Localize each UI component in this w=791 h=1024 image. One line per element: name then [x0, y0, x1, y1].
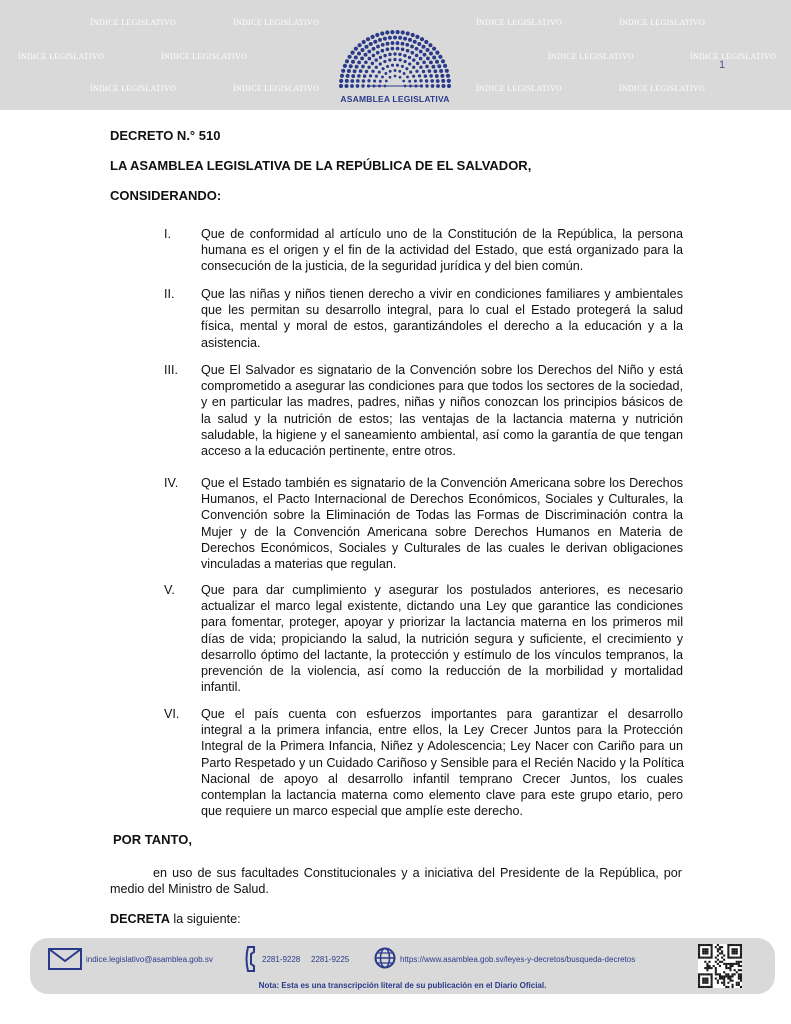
item-numeral: I.: [164, 227, 171, 241]
item-text-line: Que de conformidad al artículo uno de la Constitución de la República, la persona: [201, 227, 683, 241]
item-text-line: Que el Estado también es signatario de la Convención Americana sobre los Derechos: [201, 476, 683, 490]
item-text-line: Mujer y de la Convención Americana sobre Derechos Humanos en Materia de: [201, 524, 683, 539]
phone-number-2: 2281-9225: [311, 955, 350, 964]
item-numeral: V.: [164, 583, 175, 597]
logo-label: ASAMBLEA LEGISLATIVA: [340, 94, 450, 104]
item-text: [201, 362, 683, 459]
uso-line: en uso de sus facultades Constitucionales y a iniciativa del Presidente de la República, por: [153, 866, 682, 880]
item-text-line: Derechos Económicos, Sociales y Culturales de las cuales le derivan obligaciones: [201, 540, 683, 555]
item-numeral: IV.: [164, 476, 179, 490]
item-text-line: consecución de la justicia, de la seguridad jurídica y del bien común.: [201, 259, 584, 274]
page-number: 1: [719, 59, 726, 71]
mail-icon: [48, 948, 82, 970]
item-text-line: Integral de la Primera Infancia, Niñez y Adolescencia; Ley Nacer con Cariño para un: [201, 739, 683, 754]
item-numeral: VI.: [164, 707, 180, 721]
item-text-line: Que El Salvador es signatario de la Convención sobre los Derechos del Niño y está: [201, 363, 683, 377]
item-text-line: Nacional de apoyo al desarrollo infantil temprano Crecer Juntos, los cuales: [201, 771, 683, 786]
assembly-dome-icon: [330, 22, 460, 92]
watermark-text: ÍNDICE LEGISLATIVO: [690, 52, 777, 61]
watermark-text: ÍNDICE LEGISLATIVO: [619, 84, 706, 93]
uso-line: medio del Ministro de Salud.: [110, 882, 269, 897]
watermark-text: ÍNDICE LEGISLATIVO: [233, 84, 320, 93]
item-text-line: asistencia.: [201, 335, 261, 350]
item-text-line: Parto Respetado y un Cuidado Cariñoso y Sensible para el Recién Nacido y la Política: [201, 755, 685, 770]
item-text-line: Convención sobre la Eliminación de Todas las Formas de Discriminación contra la: [201, 508, 683, 523]
watermark-text: ÍNDICE LEGISLATIVO: [18, 52, 105, 61]
item-text-line: comprometido a asegurar las condiciones para que todos los sectores de la sociedad,: [201, 379, 683, 394]
item-text-line: infantil.: [201, 680, 241, 695]
email-link[interactable]: indice.legislativo@asamblea.gob.sv: [86, 955, 213, 964]
por-tanto-heading: POR TANTO,: [113, 832, 192, 847]
item-text-line: integral a la primera infancia, entre ellos, la Ley Crecer Juntos para la Protección: [201, 723, 683, 738]
watermark-text: ÍNDICE LEGISLATIVO: [548, 52, 635, 61]
item-text-line: la salud y la nutrición de estos; las ventajas de la lactancia materna y nutrición: [201, 411, 683, 426]
item-text-line: prevención de la violencia, así como la reducción de la morbilidad y mortalidad: [201, 664, 683, 679]
item-text-line: que requiere un marco especial que amplíe este derecho.: [201, 804, 524, 819]
watermark-text: ÍNDICE LEGISLATIVO: [233, 18, 320, 27]
considerando-heading: CONSIDERANDO:: [110, 188, 222, 204]
item-text-line: y en particular las madres, padres, niñas y niños conozcan los principios básicos de: [201, 395, 683, 410]
item-text: [201, 582, 683, 695]
item-text: [201, 706, 683, 819]
watermark-text: ÍNDICE LEGISLATIVO: [476, 84, 563, 93]
decreta-rest: la siguiente:: [169, 912, 241, 926]
item-text-line: Que para dar cumplimiento y asegurar los postulados anteriores, es necesario: [201, 583, 683, 597]
item-numeral: III.: [164, 363, 178, 377]
decree-search-link[interactable]: https://www.asamblea.gob.sv/leyes-y-decretos/busqueda-decretos: [400, 955, 636, 964]
item-text-line: días de vida; propiciando la salud, la nutrición segura y suficiente, el crecimiento y: [201, 631, 683, 646]
item-numeral: II.: [164, 287, 175, 301]
assembly-logo: [330, 22, 460, 107]
item-text-line: acceso a la educación pertinente, entre otros.: [201, 444, 456, 459]
globe-icon: [374, 947, 396, 969]
phone-number-1: 2281-9228: [262, 955, 301, 964]
decreta-line: [110, 911, 682, 927]
uso-paragraph: [110, 865, 682, 897]
header-band: [0, 0, 791, 110]
watermark-text: ÍNDICE LEGISLATIVO: [90, 18, 177, 27]
item-text-line: Humanos, el Pacto Internacional de Derechos Económicos, Sociales y Culturales, la: [201, 492, 683, 507]
item-text-line: Que el país cuenta con esfuerzos importantes para garantizar el desarrollo: [201, 707, 683, 721]
item-text-line: Que las niñas y niños tienen derecho a vivir en condiciones familiares y ambientales: [201, 287, 683, 301]
item-text-line: saludable, la higiene y el saneamiento ambiental, así como la garantía de que tengan: [201, 427, 683, 442]
item-text-line: actualizar el marco legal existente, dictando una Ley que garantice las condiciones: [201, 599, 683, 614]
footer-band: [30, 938, 775, 994]
watermark-text: ÍNDICE LEGISLATIVO: [619, 18, 706, 27]
item-text-line: desarrollo óptimo del lactante, la protección y estímulo de los vínculos tempranos, la: [201, 647, 683, 662]
item-text: [201, 475, 683, 572]
item-text-line: física, mental y moral de estos, garantizándoles el derecho a la educación y a la: [201, 319, 683, 334]
assembly-heading: LA ASAMBLEA LEGISLATIVA DE LA REPÚBLICA DE EL SALVADOR,: [110, 158, 532, 174]
item-text-line: vinculadas a materias que regulan.: [201, 557, 397, 572]
item-text-line: que les permitan su desarrollo integral, para lo cual el Estado protegerá la salud: [201, 303, 683, 318]
watermark-text: ÍNDICE LEGISLATIVO: [476, 18, 563, 27]
footer-note: Nota: Esta es una transcripción literal de su publicación en el Diario Oficial.: [258, 981, 547, 990]
item-text-line: para fomentar, proteger, apoyar y priorizar la lactancia materna en los primeros mil: [201, 615, 683, 630]
item-text-line: humana es el origen y el fin de la actividad del Estado, que está organizado para la: [201, 243, 683, 258]
watermark-text: ÍNDICE LEGISLATIVO: [90, 84, 177, 93]
item-text-line: contemplan la lactancia materna como elemento clave para este grupo etario, pero: [201, 788, 683, 803]
phone-icon: [244, 946, 258, 972]
item-text: [201, 226, 683, 275]
decreta-bold: DECRETA: [110, 912, 170, 926]
decree-heading-block: [110, 128, 682, 205]
item-text: [201, 286, 683, 351]
decree-number: DECRETO N.° 510: [110, 128, 221, 143]
watermark-text: ÍNDICE LEGISLATIVO: [161, 52, 248, 61]
